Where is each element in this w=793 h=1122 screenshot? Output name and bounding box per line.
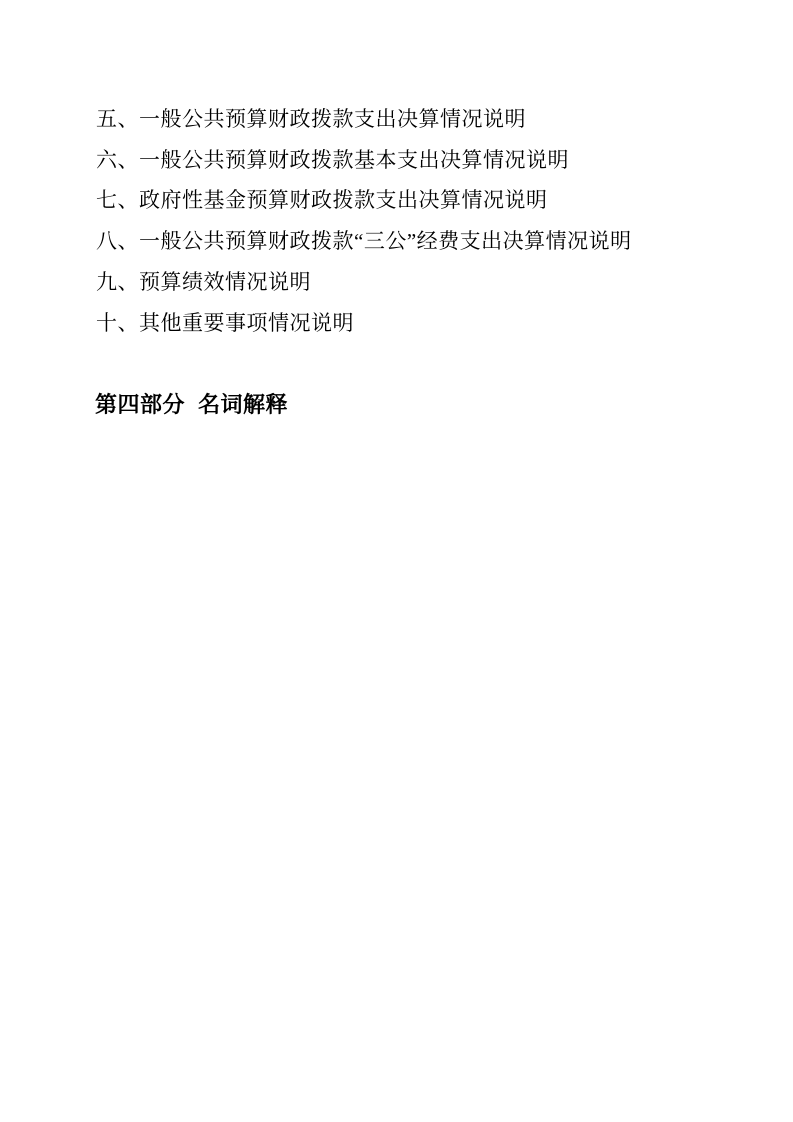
toc-item: 七、政府性基金预算财政拨款支出决算情况说明 [96, 188, 548, 213]
toc-list [96, 99, 733, 343]
toc-item: 九、预算绩效情况说明 [96, 269, 311, 294]
toc-item: 十、其他重要事项情况说明 [96, 310, 354, 335]
toc-item: 八、一般公共预算财政拨款“三公”经费支出决算情况说明 [96, 229, 632, 254]
section-heading-part: 第四部分 [95, 393, 186, 418]
section-heading-title: 名词解释 [198, 393, 289, 418]
section-heading [95, 391, 288, 421]
toc-item: 五、一般公共预算财政拨款支出决算情况说明 [96, 107, 526, 131]
toc-item: 六、一般公共预算财政拨款基本支出决算情况说明 [96, 147, 569, 172]
